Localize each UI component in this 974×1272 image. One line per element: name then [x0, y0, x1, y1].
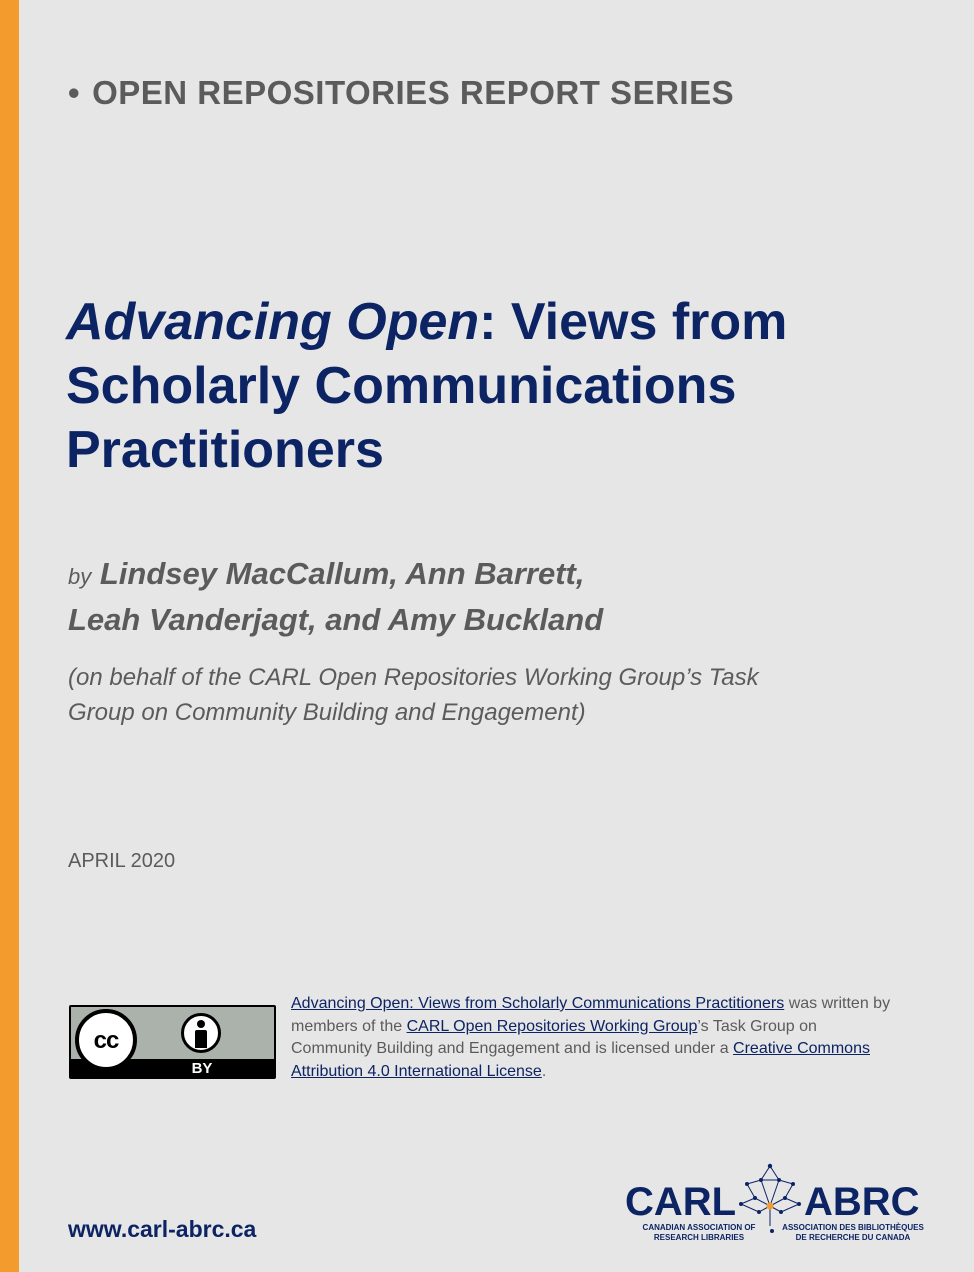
person-body	[195, 1030, 207, 1048]
title-line2: Scholarly Communications	[66, 357, 737, 415]
publication-date: APRIL 2020	[68, 850, 176, 872]
carl-abrc-logo	[625, 1162, 930, 1244]
person-head	[197, 1020, 205, 1028]
series-text: OPEN REPOSITORIES REPORT SERIES	[92, 74, 735, 111]
authors-line1: Lindsey MacCallum, Ann Barrett,	[99, 556, 585, 591]
accent-bar	[0, 0, 19, 1272]
logo-sub-left-1: CANADIAN ASSOCIATION OF	[642, 1223, 756, 1232]
logo-sub-left-2: RESEARCH LIBRARIES	[653, 1233, 745, 1242]
logo-carl: CARL	[625, 1180, 737, 1224]
logo-abrc: ABRC	[804, 1180, 920, 1224]
cc-license-link[interactable]: Creative Commons Attribution 4.0 International License	[291, 1040, 870, 1080]
license-text-2: ’s Task Group on Community Building and Engagement and is licensed under a	[291, 1017, 817, 1057]
cc-icon	[75, 1009, 137, 1071]
report-title	[66, 290, 926, 482]
authors	[68, 552, 928, 641]
logo-subtitle-english	[633, 1223, 765, 1243]
logo-sub-right-1: ASSOCIATION DES BIBLIOTHÈQUES	[782, 1223, 924, 1232]
logo-sub-right-2: DE RECHERCHE DU CANADA	[795, 1233, 911, 1242]
authors-line2: Leah Vanderjagt, and Amy Buckland	[68, 602, 604, 637]
series-bullet: •	[68, 74, 81, 111]
cc-by-badge[interactable]	[69, 1005, 276, 1079]
cc-by-label: BY	[191, 1060, 213, 1077]
report-title-link[interactable]: Advancing Open: Views from Scholarly Communications Practitioners	[291, 995, 785, 1012]
authors-by: by	[68, 564, 92, 589]
working-group-link[interactable]: CARL Open Repositories Working Group	[406, 1017, 698, 1035]
license-text-3: .	[541, 1062, 547, 1080]
attribution-person-icon	[181, 1013, 221, 1053]
license-text-1: was written by members of the	[291, 995, 891, 1035]
series-label	[68, 74, 734, 112]
maple-leaf-network-icon	[737, 1162, 803, 1228]
cc-icon-text: cc	[93, 1027, 119, 1054]
behalf-line2: Group on Community Building and Engagement)	[68, 699, 586, 726]
license-statement	[291, 993, 891, 1083]
website-url[interactable]: www.carl-abrc.ca	[68, 1216, 257, 1242]
behalf-note	[68, 660, 908, 730]
behalf-line1: (on behalf of the CARL Open Repositories Working Group’s Task	[68, 664, 759, 691]
title-line1-rest: : Views from	[479, 293, 788, 351]
logo-subtitle-french	[777, 1223, 929, 1243]
title-line3: Practitioners	[66, 421, 384, 479]
logo-divider-dot	[770, 1229, 774, 1233]
title-emphasis: Advancing Open	[66, 293, 480, 351]
